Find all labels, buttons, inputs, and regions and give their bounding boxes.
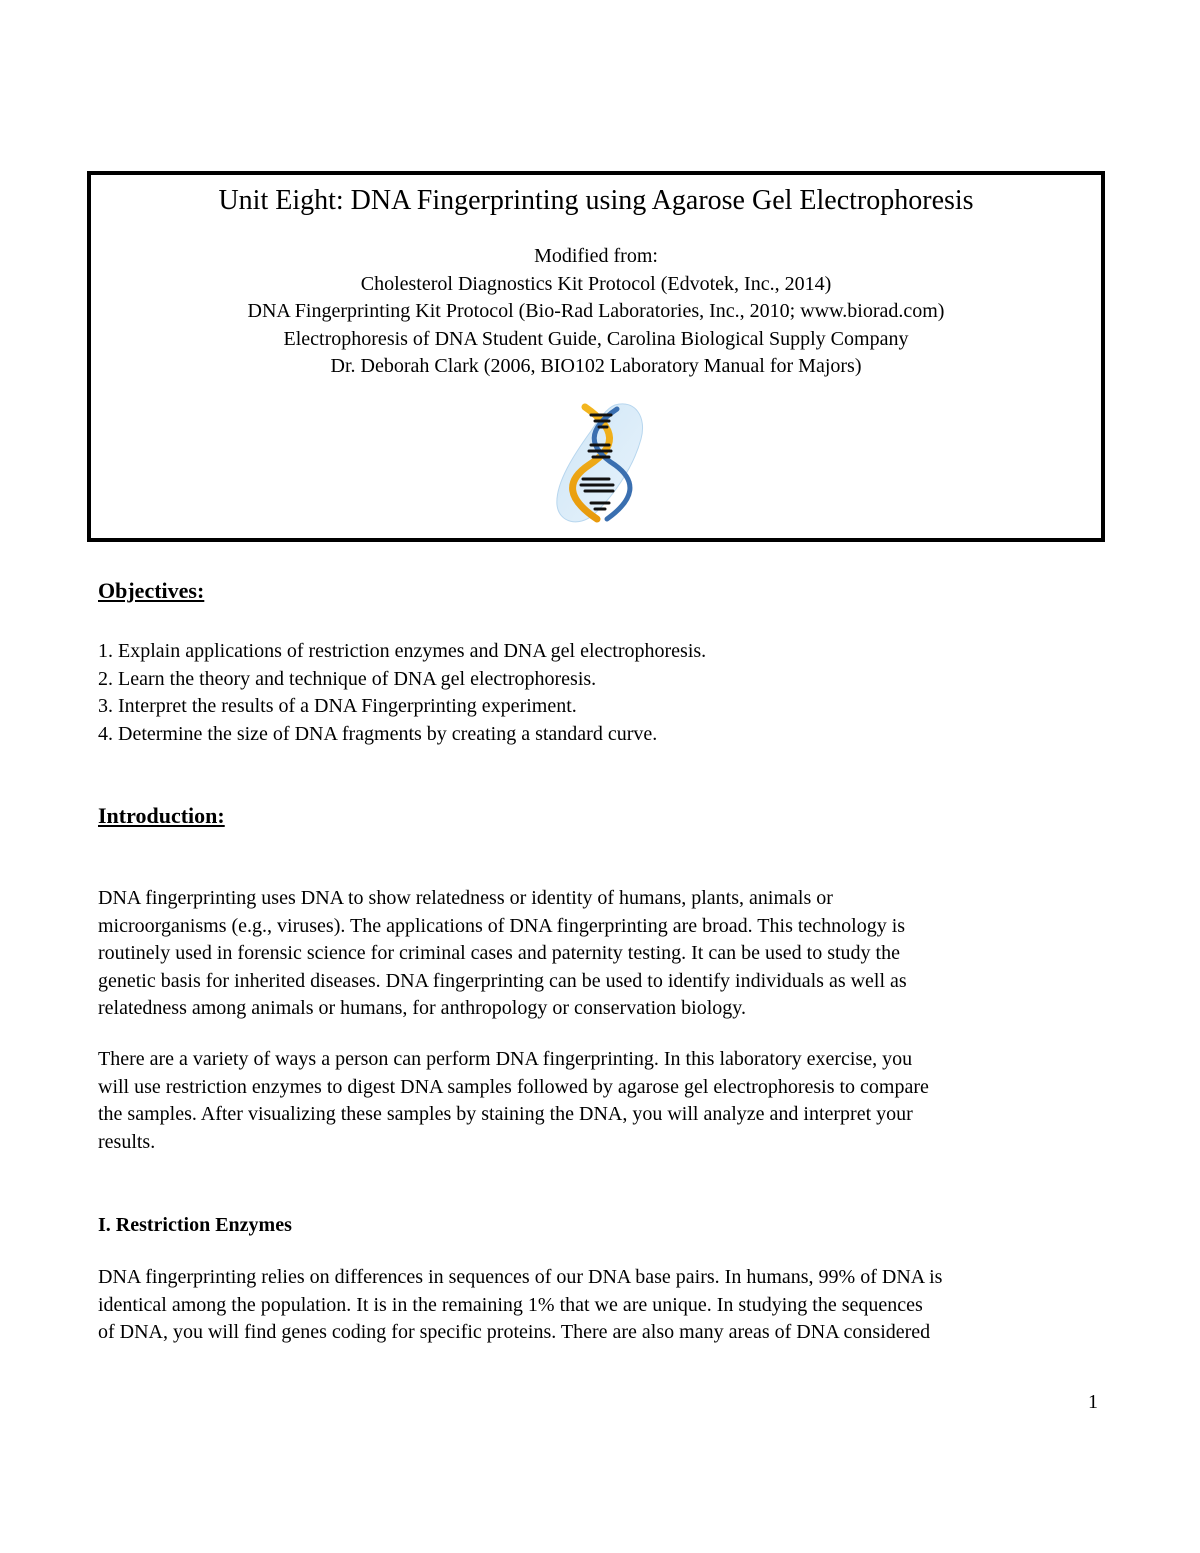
text-line: There are a variety of ways a person can perform DNA fingerprinting. In this laboratory exercise, you bbox=[98, 1048, 913, 1070]
text-line: the samples. After visualizing these samples by staining the DNA, you will analyze and interpret your bbox=[98, 1103, 913, 1125]
credit-line: DNA Fingerprinting Kit Protocol (Bio-Rad Laboratories, Inc., 2010; www.biorad.com) bbox=[247, 300, 945, 322]
text-line: routinely used in forensic science for criminal cases and paternity testing. It can be used to study the bbox=[98, 942, 900, 964]
document-title: Unit Eight: DNA Fingerprinting using Agarose Gel Electrophoresis bbox=[218, 185, 974, 216]
credit-line: Dr. Deborah Clark (2006, BIO102 Laboratory Manual for Majors) bbox=[330, 355, 862, 377]
list-item: 3. Interpret the results of a DNA Fingerprinting experiment. bbox=[98, 695, 577, 717]
text-line: DNA fingerprinting uses DNA to show relatedness or identity of humans, plants, animals or bbox=[98, 887, 833, 909]
text-line: microorganisms (e.g., viruses). The applications of DNA fingerprinting are broad. This technology is bbox=[98, 914, 906, 937]
objectives-list bbox=[98, 638, 706, 748]
credit-line: Cholesterol Diagnostics Kit Protocol (Edvotek, Inc., 2014) bbox=[360, 272, 832, 295]
text-line: genetic basis for inherited diseases. DNA fingerprinting can be used to identify individuals as well as bbox=[98, 969, 907, 992]
credit-line: Electrophoresis of DNA Student Guide, Carolina Biological Supply Company bbox=[283, 327, 909, 350]
credits-block bbox=[91, 243, 1101, 381]
list-item: 1. Explain applications of restriction enzymes and DNA gel electrophoresis. bbox=[98, 640, 707, 662]
list-item: 4. Determine the size of DNA fragments by creating a standard curve. bbox=[98, 722, 658, 745]
title-box bbox=[87, 171, 1105, 542]
dna-helix-icon bbox=[553, 399, 649, 525]
text-line: of DNA, you will find genes coding for specific proteins. There are also many areas of DNA considered bbox=[98, 1321, 931, 1343]
text-line: will use restriction enzymes to digest DNA samples followed by agarose gel electrophoresis to compare bbox=[98, 1075, 929, 1098]
text-line: results. bbox=[98, 1130, 156, 1153]
text-line: identical among the population. It is in the remaining 1% that we are unique. In studying the sequences bbox=[98, 1293, 923, 1316]
text-line: DNA fingerprinting relies on differences in sequences of our DNA base pairs. In humans, 99% of DNA is bbox=[98, 1266, 943, 1288]
introduction-paragraph-2 bbox=[98, 1046, 1088, 1156]
introduction-paragraph-1 bbox=[98, 885, 1088, 1023]
restriction-enzymes-heading: I. Restriction Enzymes bbox=[98, 1214, 292, 1236]
credits-intro: Modified from: bbox=[534, 245, 658, 267]
objectives-heading: Objectives: bbox=[98, 578, 205, 603]
introduction-heading: Introduction: bbox=[98, 803, 225, 828]
list-item: 2. Learn the theory and technique of DNA gel electrophoresis. bbox=[98, 667, 597, 690]
page-number: 1 bbox=[1088, 1391, 1098, 1413]
text-line: relatedness among animals or humans, for anthropology or conservation biology. bbox=[98, 997, 746, 1019]
restriction-enzymes-paragraph bbox=[98, 1264, 1088, 1347]
